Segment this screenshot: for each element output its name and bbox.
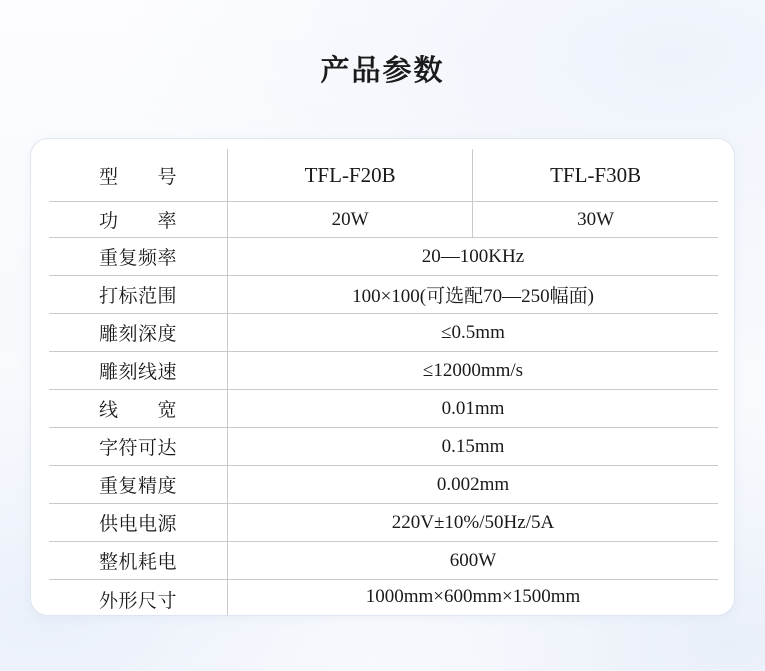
table-row xyxy=(49,580,718,617)
table-row xyxy=(49,149,718,202)
row-label: 型 号 xyxy=(49,149,228,202)
table-row xyxy=(49,276,718,314)
row-value: ≤0.5mm xyxy=(228,314,719,352)
table-row xyxy=(49,352,718,390)
table-row xyxy=(49,504,718,542)
row-value-power-1: 20W xyxy=(228,202,473,238)
table-row xyxy=(49,314,718,352)
row-value: 100×100(可选配70—250幅面) xyxy=(228,276,719,314)
row-value-model-1: TFL-F20B xyxy=(228,149,473,202)
table-row xyxy=(49,202,718,238)
row-label: 重复精度 xyxy=(49,466,228,504)
table-row xyxy=(49,238,718,276)
row-value-model-2: TFL-F30B xyxy=(473,149,718,202)
row-value: 220V±10%/50Hz/5A xyxy=(228,504,719,542)
table-row xyxy=(49,428,718,466)
row-label: 雕刻线速 xyxy=(49,352,228,390)
table-row xyxy=(49,466,718,504)
row-value: 0.15mm xyxy=(228,428,719,466)
row-label: 雕刻深度 xyxy=(49,314,228,352)
row-value: 600W xyxy=(228,542,719,580)
row-value: 0.01mm xyxy=(228,390,719,428)
row-label: 重复频率 xyxy=(49,238,228,276)
row-value: 0.002mm xyxy=(228,466,719,504)
table-row xyxy=(49,542,718,580)
row-label: 字符可达 xyxy=(49,428,228,466)
row-label: 供电电源 xyxy=(49,504,228,542)
row-label: 外形尺寸 xyxy=(49,580,228,617)
row-value-power-2: 30W xyxy=(473,202,718,238)
page-title: 产品参数 xyxy=(320,55,445,87)
row-label: 线 宽 xyxy=(49,390,228,428)
row-value: 1000mm×600mm×1500mm xyxy=(365,586,581,607)
row-label: 功 率 xyxy=(49,202,228,238)
spec-table-card xyxy=(30,138,735,616)
table-row xyxy=(49,390,718,428)
row-label: 整机耗电 xyxy=(49,542,228,580)
spec-table xyxy=(49,149,718,616)
row-label: 打标范围 xyxy=(49,276,228,314)
row-value: 20—100KHz xyxy=(228,238,719,276)
row-value: ≤12000mm/s xyxy=(228,352,719,390)
